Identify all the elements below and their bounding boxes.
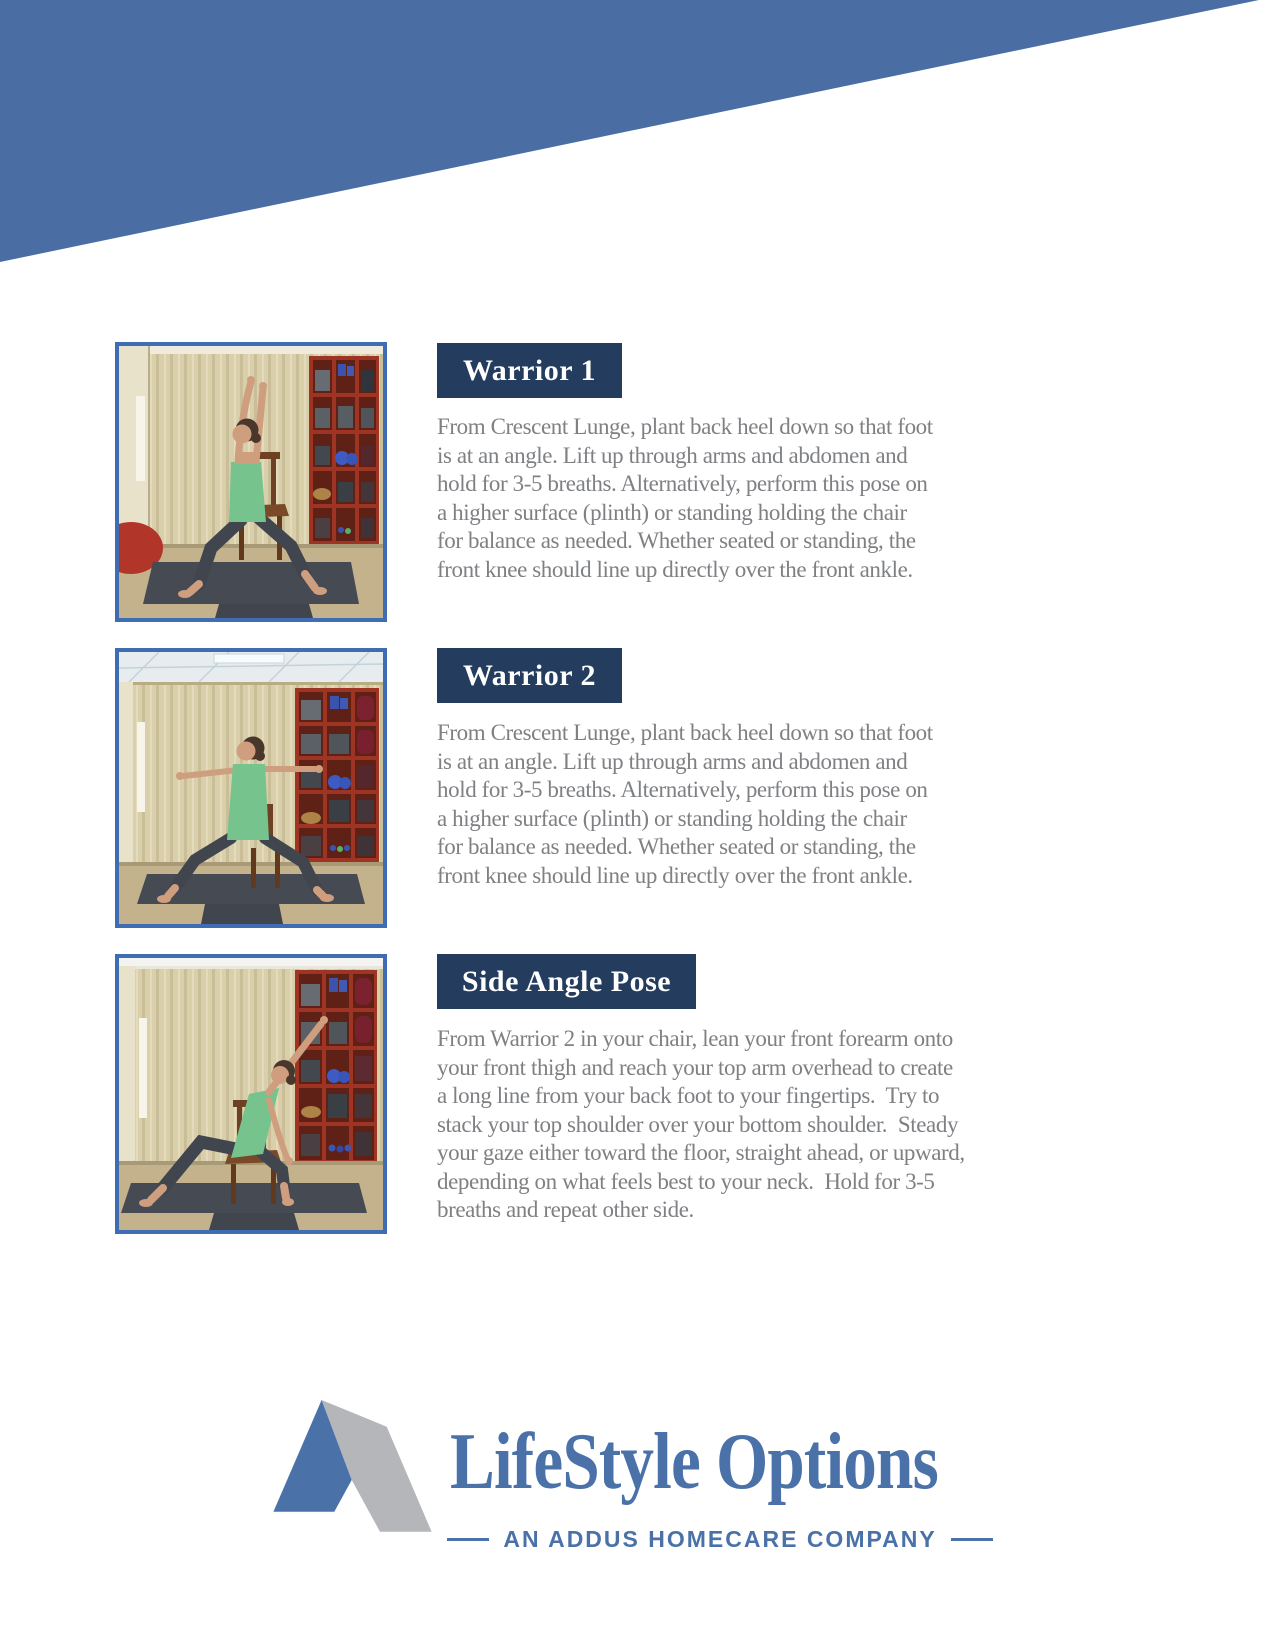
text-line: is at an angle. Lift up through arms and abdomen and [437,442,908,468]
pose-description-side-angle [437,1025,1007,1225]
pose-photo-warrior-2 [115,648,387,928]
text-line: front knee should line up directly over the front ankle. [437,862,913,888]
pose-photo-warrior-1 [115,342,387,622]
top-diagonal-banner [0,0,1275,262]
shelf [295,688,379,866]
pose-title: Warrior 1 [462,353,597,387]
pose-photo-side-angle [115,954,387,1234]
text-line: From Warrior 2 in your chair, lean your front forearm onto [437,1026,953,1051]
shelf [309,356,379,548]
pose-description-warrior-2 [437,719,1007,890]
text-line: a higher surface (plinth) or standing holding the chair [437,805,907,831]
yoga-mat [143,562,359,604]
text-line: From Crescent Lunge, plant back heel down so that foot [437,414,933,439]
text-line: your gaze either toward the floor, straight ahead, or upward, [437,1140,965,1165]
pose-title: Warrior 2 [462,658,597,692]
text-line: stack your top shoulder over your bottom shoulder. Steady [437,1111,959,1137]
tagline-dash-left-icon [447,1538,489,1541]
pose-title-box-warrior-2 [437,648,622,703]
text-line: is at an angle. Lift up through arms and abdomen and [437,748,908,774]
brand-tagline: AN ADDUS HOMECARE COMPANY [503,1526,937,1552]
text-line: a long line from your back foot to your fingertips. Try to [437,1083,940,1108]
brand-tagline-row [460,1526,980,1553]
text-line: for balance as needed. Whether seated or standing, the [437,834,916,859]
text-line: hold for 3-5 breaths. Alternatively, perform this pose on [437,777,928,802]
side-angle-scene [119,958,383,1230]
text-line: your front thigh and reach your top arm overhead to create [437,1054,953,1080]
lifestyle-options-logo-mark-icon [255,1390,440,1540]
text-line: a higher surface (plinth) or standing holding the chair [437,499,907,525]
text-line: From Crescent Lunge, plant back heel down so that foot [437,720,933,745]
shelf [295,970,377,1163]
warrior-2-scene [119,652,383,924]
pose-description-warrior-1 [437,413,1007,584]
brand-wordmark: LifeStyle Options [450,1418,938,1506]
text-line: front knee should line up directly over the front ankle. [437,556,913,582]
tagline-dash-right-icon [951,1538,993,1541]
text-line: depending on what feels best to your neck. Hold for 3-5 [437,1168,935,1194]
text-line: breaths and repeat other side. [437,1197,694,1222]
warrior-1-scene [119,346,383,618]
text-line: for balance as needed. Whether seated or standing, the [437,528,916,553]
pose-title: Side Angle Pose [461,964,672,998]
pose-title-box-warrior-1 [437,343,622,398]
text-line: hold for 3-5 breaths. Alternatively, perform this pose on [437,471,928,496]
pose-title-box-side-angle [437,954,696,1009]
